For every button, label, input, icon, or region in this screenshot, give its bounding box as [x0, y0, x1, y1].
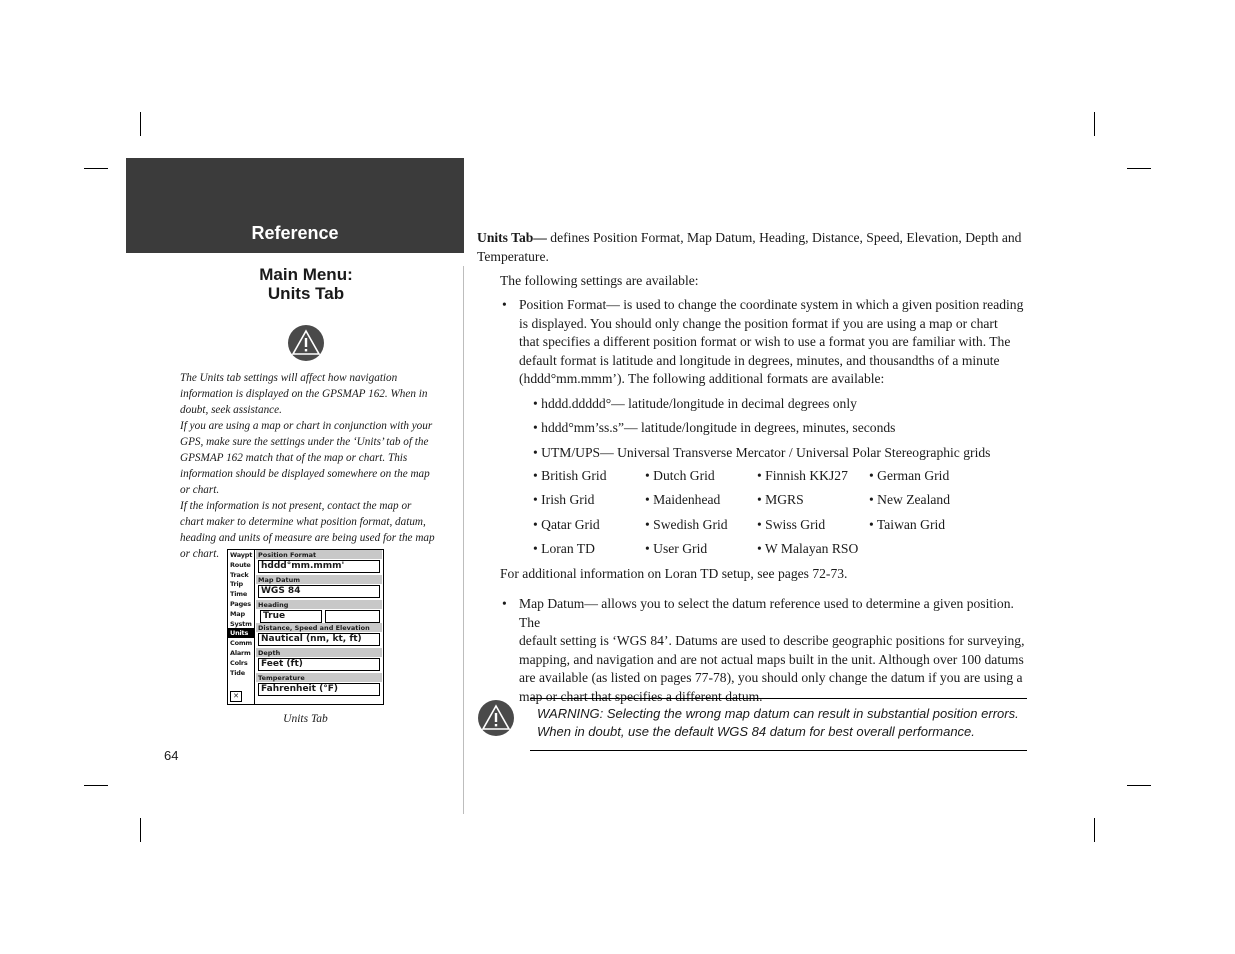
grid-format-item: • Swedish Grid	[645, 517, 728, 532]
crop-mark	[1094, 112, 1095, 136]
crop-mark	[84, 168, 108, 169]
grid-format-item: • Taiwan Grid	[869, 517, 946, 532]
crop-mark	[1127, 785, 1151, 786]
menu-item-waypt[interactable]: Waypt	[230, 551, 253, 559]
loran-note: For additional information on Loran TD setup, see pages 72-73.	[500, 566, 848, 581]
grid-format-item: • British Grid	[533, 468, 607, 483]
heading-field-group	[258, 610, 380, 621]
menu-item-alarm[interactable]: Alarm	[230, 648, 251, 657]
grid-format-item: • German Grid	[869, 468, 950, 483]
menu-item-track[interactable]: Track	[230, 570, 249, 579]
field-label: Distance, Speed and Elevation	[256, 623, 382, 632]
distance-speed-field[interactable]: Nautical (nm, kt, ft)	[258, 633, 380, 646]
map-datum-paragraph	[519, 595, 1034, 707]
text-line: are available (as listed on pages 77-78), you should only change the datum if you are using a	[519, 670, 1023, 686]
sidebar-title-line2: Units Tab	[267, 284, 345, 303]
menu-item-units[interactable]: Units	[228, 628, 254, 638]
page-number: 64	[164, 748, 179, 763]
grid-format-item: • Finnish KKJ27	[757, 468, 848, 483]
grid-format-item: • Swiss Grid	[757, 517, 826, 532]
crop-mark	[140, 818, 141, 842]
field-label: Map Datum	[256, 575, 382, 584]
note-paragraph: If the information is not present, contact the map or chart maker to determine what position format, datum, heading and units of measure are being used for the map or chart.	[180, 500, 435, 560]
bullet: •	[502, 297, 507, 312]
grid-format-item: • New Zealand	[869, 492, 950, 507]
figure-caption: Units Tab	[283, 713, 328, 725]
grid-format-item: • Qatar Grid	[533, 517, 600, 532]
text-line: mapping, and navigation and are not actual maps built in the unit. Although over 100 datums	[519, 651, 1024, 667]
menu-item-map[interactable]: Map	[230, 609, 245, 618]
warning-text: WARNING: Selecting the wrong map datum can result in substantial position errors.	[537, 706, 1019, 721]
device-fields	[256, 550, 382, 698]
crop-mark	[1127, 168, 1151, 169]
text-line: Position Format— is used to change the coordinate system in which a given position reading	[519, 297, 1024, 312]
menu-item-trip[interactable]: Trip	[230, 580, 244, 589]
crop-mark	[84, 785, 108, 786]
note-paragraph: The Units tab settings will affect how navigation information is displayed on the GPSMAP 162. When in doubt, seek assistance.	[180, 372, 428, 416]
menu-item-systm[interactable]: Systm	[230, 619, 252, 628]
section-title: Reference	[251, 223, 339, 243]
position-format-paragraph	[519, 296, 1029, 389]
device-screen	[227, 549, 384, 705]
grid-format-item: • Irish Grid	[533, 492, 595, 507]
intro-text: defines Position Format, Map Datum, Heading, Distance, Speed, Elevation, Depth and	[546, 230, 1022, 245]
intro-text: Temperature.	[477, 248, 549, 264]
intro-paragraph	[477, 229, 1037, 266]
warning-icon	[288, 325, 324, 361]
crop-mark	[140, 112, 141, 136]
menu-item-tide[interactable]: Tide	[230, 668, 245, 677]
text-line: that specifies a different position format or wish to use a format you are familiar with. The	[519, 334, 1011, 350]
menu-item-route[interactable]: Route	[230, 560, 251, 569]
sidebar-title-line1: Main Menu:	[259, 265, 353, 284]
menu-item-time[interactable]: Time	[230, 590, 248, 599]
grid-format-item: • User Grid	[645, 541, 708, 556]
warning-box	[530, 698, 1027, 751]
position-format-field[interactable]: hddd°mm.mmm'	[258, 560, 380, 573]
grid-format-item: • Dutch Grid	[645, 468, 715, 483]
section-header	[126, 158, 464, 253]
heading-field[interactable]: True	[260, 610, 322, 623]
exit-icon[interactable]: ✕	[230, 691, 242, 702]
field-label: Position Format	[256, 550, 382, 559]
text-line: default format is latitude and longitude in degrees, minutes, and thousandths of a minute	[519, 352, 1000, 368]
menu-item-comm[interactable]: Comm	[230, 639, 252, 648]
field-label: Depth	[256, 648, 382, 657]
device-menu	[228, 550, 255, 704]
field-label: Heading	[256, 600, 382, 609]
intro-term: Units Tab—	[477, 230, 547, 245]
text-line: is displayed. You should only change the position format if you are using a map or chart	[519, 315, 998, 331]
sidebar-title	[180, 265, 432, 303]
bullet: •	[502, 596, 507, 611]
heading-extra-field[interactable]	[325, 610, 380, 623]
crop-mark	[1094, 818, 1095, 842]
depth-field[interactable]: Feet (ft)	[258, 658, 380, 671]
grid-format-item: • Maidenhead	[645, 492, 721, 507]
column-divider	[463, 266, 464, 814]
available-text: The following settings are available:	[500, 273, 699, 288]
temperature-field[interactable]: Fahrenheit (°F)	[258, 683, 380, 696]
grid-format-item: • W Malayan RSO	[757, 541, 859, 556]
text-line: Map Datum— allows you to select the datum reference used to determine a given position. The	[519, 596, 1014, 630]
grid-format-item: • Loran TD	[533, 541, 595, 556]
format-item: • hddd°mm’ss.s”— latitude/longitude in degrees, minutes, seconds	[533, 420, 896, 435]
format-item: • UTM/UPS— Universal Transverse Mercator / Universal Polar Stereographic grids	[533, 445, 991, 460]
warning-icon	[478, 700, 514, 736]
format-item: • hddd.ddddd°— latitude/longitude in decimal degrees only	[533, 396, 857, 411]
grid-format-item: • MGRS	[757, 492, 804, 507]
warning-text: When in doubt, use the default WGS 84 datum for best overall performance.	[537, 724, 975, 739]
text-line: (hddd°mm.mmm’). The following additional formats are available:	[519, 371, 885, 387]
menu-item-colrs[interactable]: Colrs	[230, 658, 248, 667]
menu-item-pages[interactable]: Pages	[230, 599, 251, 608]
text-line: default setting is ‘WGS 84’. Datums are used to describe geographic positions for surveying,	[519, 633, 1025, 649]
note-paragraph: If you are using a map or chart in conjunction with your GPS, make sure the settings under the ‘Units’ tab of the GPSMAP 162 match that of the map or chart. This information should be displayed somewhere on the map or chart.	[180, 420, 433, 496]
sidebar-note	[180, 370, 436, 562]
field-label: Temperature	[256, 673, 382, 682]
text-line: map or chart that specifies a different datum.	[519, 688, 763, 704]
map-datum-field[interactable]: WGS 84	[258, 585, 380, 598]
